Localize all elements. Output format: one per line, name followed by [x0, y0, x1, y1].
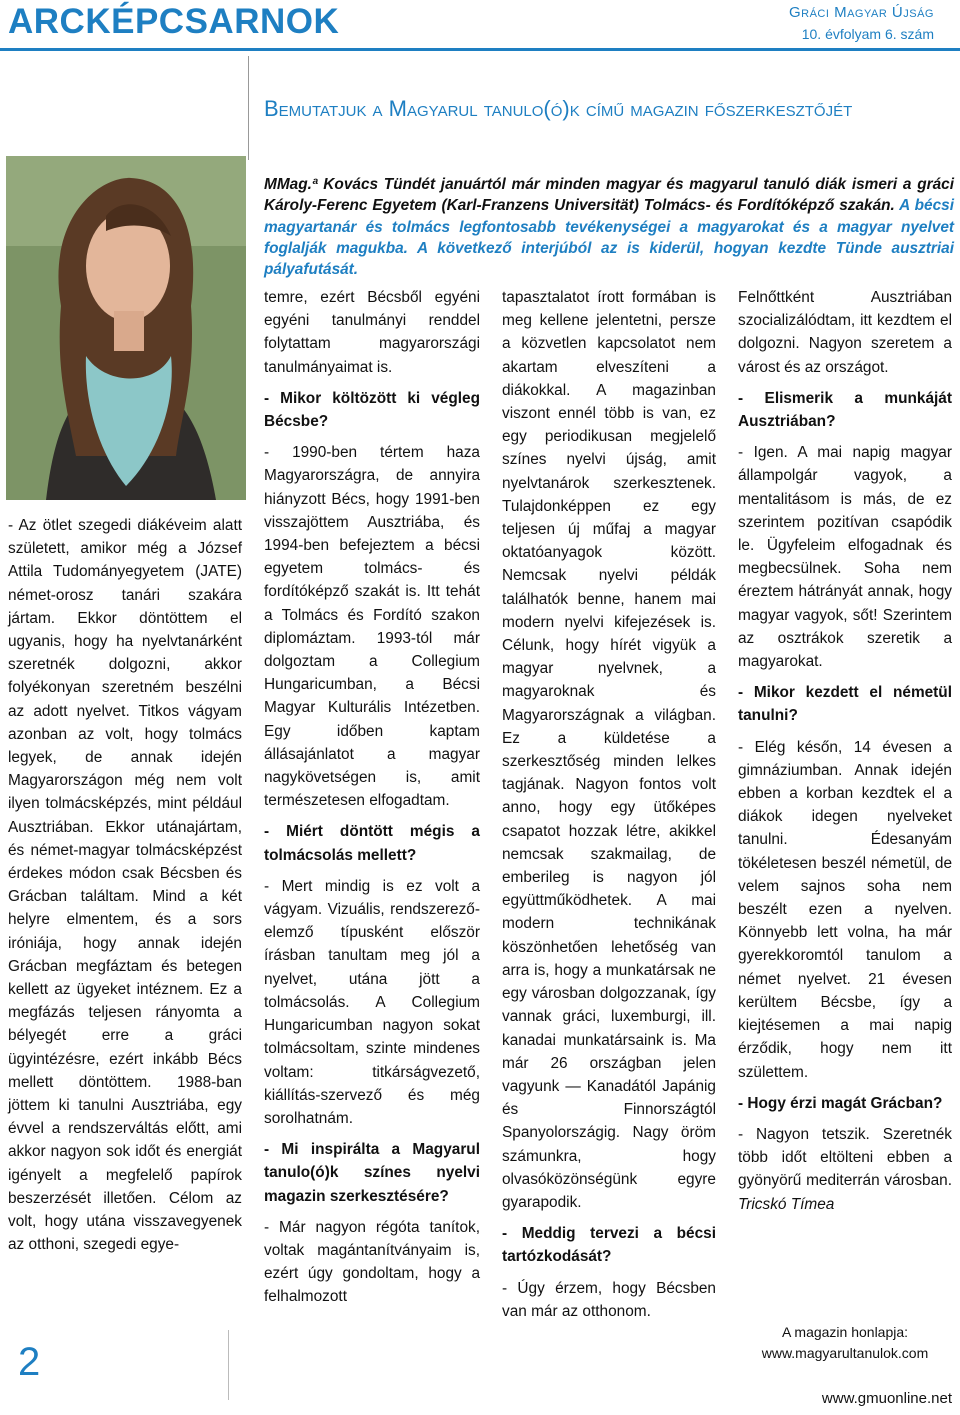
header-divider [0, 48, 960, 51]
footer-divider [228, 1330, 229, 1400]
article-headline: Bemutatjuk a Magyarul tanulo(ó)k című magazin főszerkesztőjét [264, 96, 853, 121]
col3-paragraph-2: - Úgy érzem, hogy Bécsben van már az otthonom. [502, 1279, 716, 1320]
page-number: 2 [18, 1340, 41, 1384]
homepage-box [740, 1322, 950, 1364]
publication-name: Gráci Magyar Újság [788, 4, 934, 21]
col1-paragraph: - Az ötlet szegedi diákéveim alatt született, amikor még a József Attila Tudományegyetem (JATE) német-orosz tanári szakára jártam. Ekkor döntöttem el ugyanis, hogy ha nyelvtanárként szeretnék dolgozni, akkor folyékonyan szeretném beszélni az adott nyelvet. Titkos vágyam azonban az volt, hogy tolmács legyek, de annak idején Magyarországon még nem volt ilyen tolmácsképzés, mint például Ausztriában. Ekkor utánajártam, és német-magyar tolmácsképzést érdekes módon csak Bécsben és Grácban találtam. Mind a két helyre elmentem, és a sors iróniája, hogy annak idején Grácban megfáztam és betegen kellett az ügyeket intéznem. Ez a megfázás teljesen rányomta a bélyegét erre a gráci ügyintézésre, ezért inkább Bécs mellett döntöttem. 1988-ban jöttem ki tanulni Ausztriába, egy évvel a rendszerváltás előtt, ami akkor nagyon sok időt és energiát igényelt a megfelelő papírok beszerzését illetően. Célom az volt, hogy utána visszavegyenek az otthoni, szegedi egye- [8, 517, 242, 1254]
col2-paragraph-2: - 1990-ben tértem haza Magyarországra, de annyira hiányzott Bécs, hogy 1991-ben visszajöttem Ausztriába, és 1994-ben befejeztem a bécsi egyetem tolmács- és fordítóképző szakát is. Itt tehát a Tolmács és Fordító szakon diplomáztam. 1993-tól már dolgoztam a Collegium Hungaricumban, a Bécsi Magyar Kulturális Intézetben. Egy időben kaptam állásajánlatot a magyar nagykövetségen is, amit természetesen elfogadtam. [264, 444, 480, 810]
col2-paragraph-3: - Mert mindig is ez volt a vágyam. Vizuális, rendszerező-elemző típusként először írásban tanultam meg jól a nyelvet, utána jött a tolmácsolás. A Collegium Hungaricumban nagyon sokat tolmácsoltam, szinte mindenes voltam: titkárságvezető, kiállítás-szervező és még sorolhatnám. [264, 877, 480, 1127]
portrait-illustration [6, 156, 246, 500]
col2-question-1: - Mikor költözött ki végleg Bécsbe? [264, 389, 480, 431]
col4-paragraph-2: - Igen. A mai napig magyar állampolgár vagyok, a mentalitásom is más, de ez szerintem pozitívan csapódik le. Ügyfeleim elfogadnak és megbecsülnek. Soha nem éreztem hátrányát annak, hogy magyar vagyok, sőt! Szerintem az osztrákok szeretik a magyarokat. [738, 444, 952, 671]
issue-number: 10. évfolyam 6. szám [801, 26, 934, 42]
col4-question-2: - Mikor kezdett el németül tanulni? [738, 684, 952, 725]
col4-paragraph-3: - Elég későn, 14 évesen a gimnáziumban. Annak idején ebben a korban kezdtek el a diákok idegen nyelveket tanulni. Édesanyám tökéletesen beszél németül, de velem sajnos soha nem beszélt ezen a nyelven. Könnyebb lett volna, ha már gyerekkoromtól tanulom a német nyelvet. 21 évesen kerültem Bécsbe, így a kiejtésemen a mai napig érződik, hogy nem itt születtem. [738, 738, 952, 1081]
homepage-url[interactable]: www.magyarultanulok.com [761, 1345, 929, 1361]
section-title: ARCKÉPCSARNOK [8, 2, 340, 41]
lead-part-2: A bécsi magyartanár és tolmács legfontosabb tevékenységei a magyarokat és a magyar nyelvet foglalják magukba. A következő interjúból az is kiderül, hogyan kezdte Tünde ausztriai pályafutását. [264, 197, 954, 279]
vertical-divider [248, 56, 249, 160]
masthead [789, 4, 934, 42]
col2-question-3: - Mi inspirálta a Magyarul tanulo(ó)k színes nyelvi magazin szerkesztésére? [264, 1141, 480, 1205]
col2-question-2: - Miért döntött mégis a tolmácsolás mellett? [264, 823, 480, 864]
portrait-photo [6, 156, 246, 500]
col3-paragraph-1: tapasztalatot írott formában is meg kellene jelentetni, persze a közvetlen kapcsolatot nem akartam elveszíteni a diákokkal. A magazinban viszont ennél több is van, ez egy periodikusan megjelelő színes nyelvi újság, amit nyelvtanárok szerkesztenek. Tulajdonképpen ez egy teljesen új műfaj a magyar oktatóanyagok között. Nemcsak nyelvi példák találhatók benne, hanem mai modern nyelvi kifejezések is. Célunk, hogy hírét vigyük a magyar nyelvnek, a magyaroknak és Magyarországnak a világban. Ez a küldetése a szerkesztőség minden lelkes tagjának. Nagyon fontos volt anno, hogy egy ütőképes csapatot hozzak létre, akikkel nemcsak szakmailag, de emberileg is nagyon jól együttműködhetek. A mai modern technikának köszönhetően lehetőség van arra is, hogy a munkatársak ne egy városban dolgozzanak, így vannak gráci, luxemburgi, ill. kanadai munkatársaink is. Ma már 26 országban jelen vagyunk — Kanadától Japánig és Finnországtól Spanyolországig. Nagy öröm számunkra, hogy olvasóközönségünk egyre gyarapodik. [502, 289, 716, 1211]
col2-paragraph-1: temre, ezért Bécsből egyéni egyéni tanulmányi renddel folytattam magyarországi tanulmányaimat is. [264, 289, 480, 376]
col4-question-3: - Hogy érzi magát Grácban? [738, 1094, 943, 1112]
col2-paragraph-4: - Már nagyon régóta tanítok, voltak magántanítványaim is, ezért úgy gondoltam, hogy a felhalmozott [264, 1218, 480, 1306]
site-url[interactable]: www.gmuonline.net [821, 1390, 952, 1407]
author-signature: Tricskó Tímea [738, 1195, 835, 1213]
article-column-1 [8, 514, 242, 1265]
article-column-4 [738, 286, 952, 1224]
article-column-3 [502, 286, 716, 1331]
col4-paragraph-1: Felnőttként Ausztriában szocializálódtam, itt kezdtem el dolgozni. Nagyon szeretem a várost és az országot. [738, 289, 952, 376]
lead-part-1: MMag.ª Kovács Tündét januártól már minden magyar és magyarul tanuló diák ismeri a gráci Károly-Ferenc Egyetem (Karl-Franzens Universität) Tolmács- és Fordítóképző szakán. [264, 176, 954, 215]
article-lead [264, 174, 954, 280]
homepage-label: A magazin honlapja: [781, 1324, 909, 1340]
col4-paragraph-4 [738, 1123, 952, 1216]
article-column-2 [264, 286, 480, 1317]
col4-paragraph-4-text: - Nagyon tetszik. Szeretnék több időt eltölteni ebben a gyönyörű mediterrán városban. [738, 1125, 952, 1190]
col4-question-1: - Elismerik a munkáját Ausztriában? [738, 389, 952, 431]
col3-question-1: - Meddig tervezi a bécsi tartózkodását? [502, 1225, 716, 1266]
